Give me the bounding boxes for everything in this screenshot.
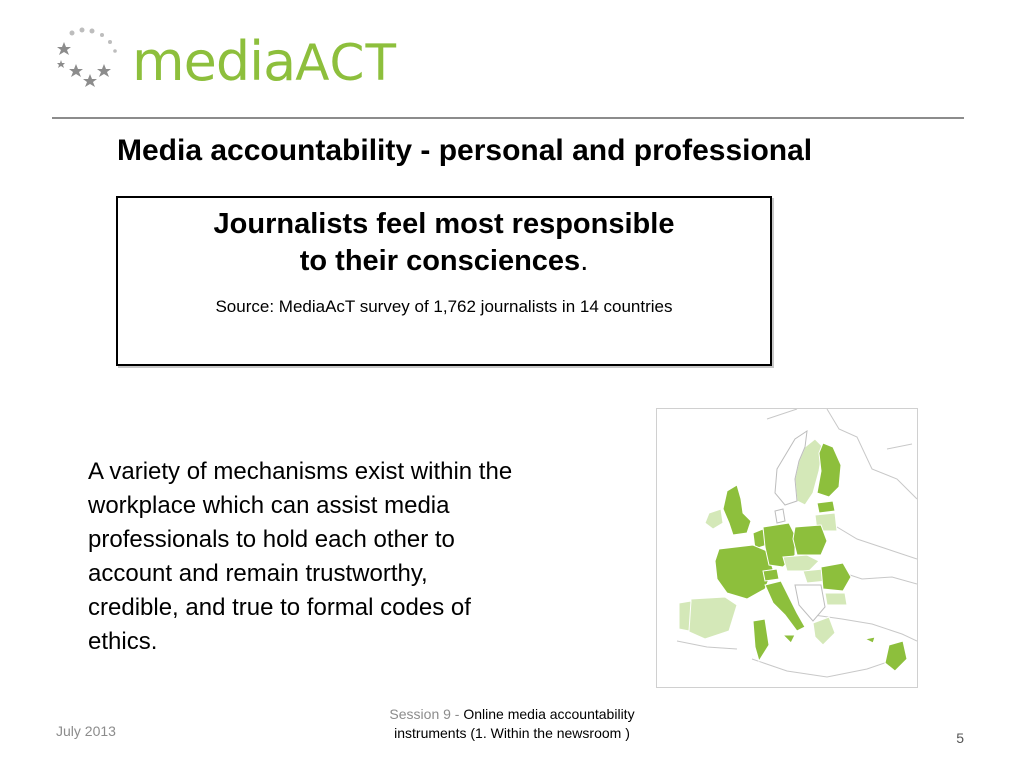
session-title: Online media accountability instruments (1. Within the newsroom ) [394,706,635,741]
headline-line-1: Journalists feel most responsible [213,208,675,240]
survey-source: Source: MediaAcT survey of 1,762 journalists in 14 countries [215,297,673,316]
session-label: Session 9 - [389,706,464,722]
map-switzerland [763,569,779,581]
map-portugal [679,601,691,631]
map-poland [793,525,827,555]
star-icon [57,42,71,55]
logo-word-media: media [132,30,296,93]
stars-emblem-icon [52,24,124,96]
headline-period: . [580,245,589,277]
logo-word-act: ACT [295,34,397,92]
mediaact-logo [52,24,432,96]
body-paragraph: A variety of mechanisms exist within the workplace which can assist media professionals to hold each other to account and remain trustworthy, credible, and true to formal codes of ethics. [88,458,513,655]
key-finding-box [116,196,772,366]
page-number: 5 [956,730,964,746]
page-title: Media accountability - personal and professional [117,134,813,167]
header-divider [52,117,964,119]
map-bulgaria [825,593,847,605]
headline-line-2: to their consciences [299,245,581,277]
europe-map-graphic [657,409,917,687]
footer-session [352,705,672,743]
map-denmark [775,509,785,523]
star-icon [83,74,97,87]
logo-wordmark [132,26,397,99]
europe-map [656,408,918,688]
key-finding-headline [144,206,744,280]
star-icon [69,64,83,77]
footer-date: July 2013 [56,723,116,739]
star-icon [57,60,65,68]
map-estonia [817,501,835,513]
star-icon [97,64,111,77]
